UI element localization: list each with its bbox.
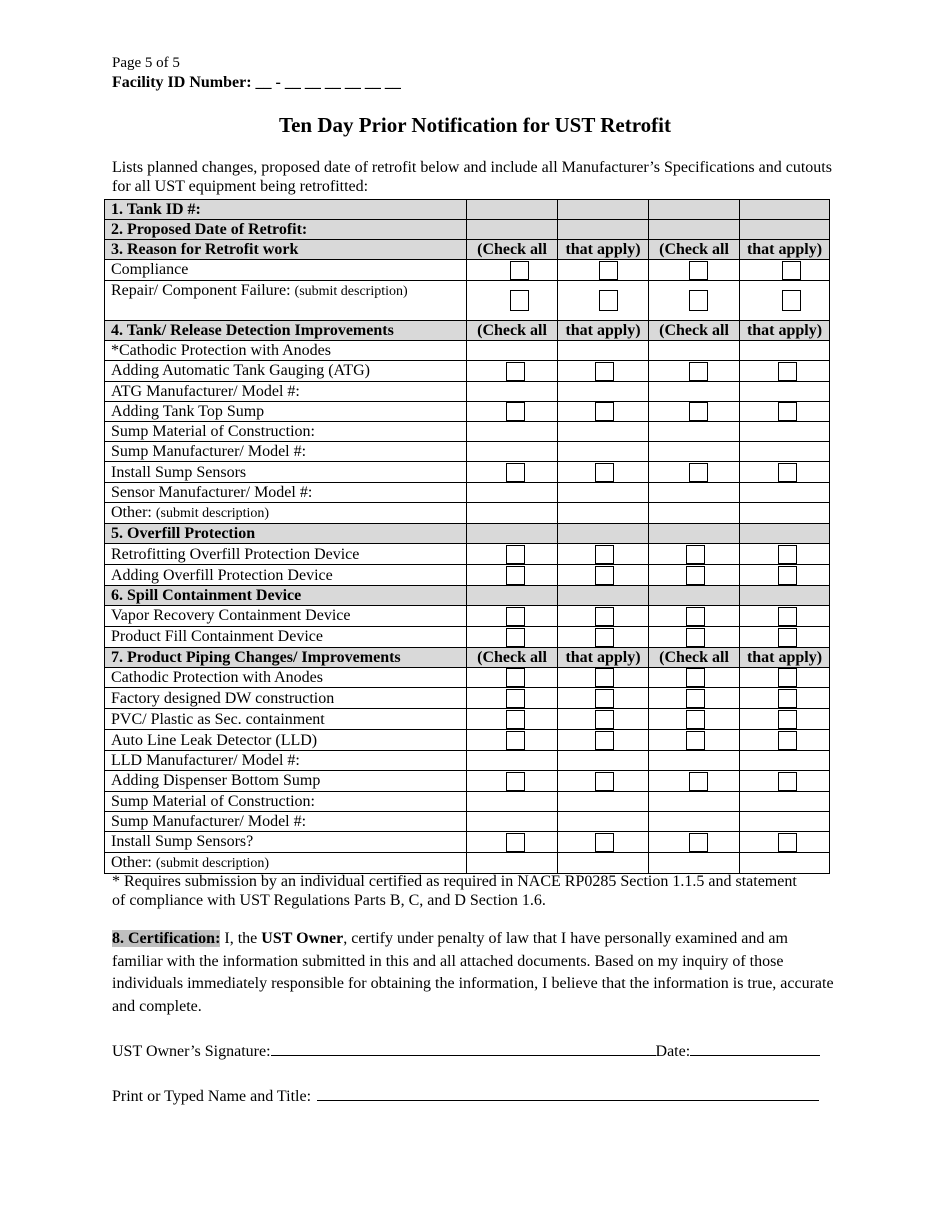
other-label: Other: (111, 504, 152, 522)
table-row (105, 709, 830, 730)
check-all-caption: (Check all (467, 647, 558, 667)
table-row (105, 667, 830, 688)
check-all-caption: (Check all (649, 647, 740, 667)
tank-id-cell[interactable] (467, 200, 558, 220)
checkbox[interactable] (599, 261, 618, 280)
section-header-row (105, 320, 830, 340)
checkbox[interactable] (595, 545, 614, 564)
checkbox[interactable] (506, 668, 525, 687)
table-row (105, 360, 830, 381)
that-apply-caption: that apply) (740, 320, 830, 340)
other-note: (submit description) (155, 855, 270, 871)
checkbox[interactable] (778, 566, 797, 585)
table-row (105, 200, 830, 220)
page-title: Ten Day Prior Notification for UST Retrofit (279, 113, 671, 137)
tank-id-cell[interactable] (649, 200, 740, 220)
checkbox[interactable] (506, 545, 525, 564)
checkbox[interactable] (778, 362, 797, 381)
table-row (105, 730, 830, 751)
name-title-field[interactable] (317, 1085, 819, 1101)
checkbox[interactable] (689, 402, 708, 421)
table-row (105, 811, 830, 831)
table-row (105, 565, 830, 586)
that-apply-caption: that apply) (558, 647, 649, 667)
row-label: Install Sump Sensors? (105, 831, 467, 852)
section-3-title: 3. Reason for Retrofit work (105, 240, 467, 260)
section-5-title: 5. Overfill Protection (105, 524, 467, 544)
other-note: (submit description) (155, 506, 270, 522)
footnote: * Requires submission by an individual certified as required in NACE RP0285 Section 1.1.5 and statement of compliance with UST Regulations Parts B, C, and D Section 1.6. (112, 873, 797, 909)
table-row (105, 791, 830, 811)
table-row (105, 401, 830, 422)
table-row (105, 750, 830, 770)
checkbox[interactable] (778, 689, 797, 708)
checkbox[interactable] (595, 628, 614, 647)
row-label: Cathodic Protection with Anodes (105, 667, 467, 688)
checkbox[interactable] (782, 261, 801, 280)
checkbox[interactable] (778, 402, 797, 421)
checkbox[interactable] (595, 833, 614, 852)
checkbox[interactable] (599, 290, 618, 311)
checkbox[interactable] (506, 463, 525, 482)
checkbox[interactable] (506, 362, 525, 381)
table-row (105, 831, 830, 852)
table-row (105, 544, 830, 565)
checkbox[interactable] (689, 261, 708, 280)
name-title-label: Print or Typed Name and Title: (112, 1088, 312, 1105)
section-7-title: 7. Product Piping Changes/ Improvements (105, 647, 467, 667)
row-label: LLD Manufacturer/ Model #: (105, 750, 467, 770)
page-number: Page 5 of 5 (112, 55, 180, 71)
checkbox[interactable] (686, 566, 705, 585)
checkbox[interactable] (506, 772, 525, 791)
checkbox[interactable] (778, 772, 797, 791)
date-field[interactable] (690, 1040, 820, 1056)
section-4-title: 4. Tank/ Release Detection Improvements (105, 320, 467, 340)
checkbox[interactable] (595, 607, 614, 626)
table-row (105, 280, 830, 320)
checkbox[interactable] (689, 463, 708, 482)
checkbox[interactable] (595, 772, 614, 791)
checkbox[interactable] (506, 731, 525, 750)
table-row (105, 442, 830, 462)
certification-label: 8. Certification: (112, 930, 221, 947)
date-cell[interactable] (558, 220, 649, 240)
row-label: Sump Material of Construction: (105, 422, 467, 442)
that-apply-caption: that apply) (740, 647, 830, 667)
signature-line (112, 1040, 840, 1061)
retrofit-table (104, 199, 830, 874)
checkbox[interactable] (506, 566, 525, 585)
check-all-caption: (Check all (467, 320, 558, 340)
checkbox[interactable] (506, 710, 525, 729)
checkbox[interactable] (778, 607, 797, 626)
checkbox[interactable] (686, 628, 705, 647)
row-label: Compliance (105, 260, 467, 281)
section-header-row (105, 524, 830, 544)
checkbox[interactable] (506, 833, 525, 852)
row-label: Retrofitting Overfill Protection Device (105, 544, 467, 565)
checkbox[interactable] (686, 689, 705, 708)
row-label: Adding Automatic Tank Gauging (ATG) (105, 360, 467, 381)
row-label: Sump Manufacturer/ Model #: (105, 811, 467, 831)
checkbox[interactable] (778, 668, 797, 687)
table-row (105, 381, 830, 401)
date-cell[interactable] (740, 220, 830, 240)
checkbox[interactable] (686, 545, 705, 564)
checkbox[interactable] (595, 668, 614, 687)
checkbox[interactable] (595, 402, 614, 421)
row-label (105, 852, 467, 873)
checkbox[interactable] (595, 362, 614, 381)
row-label (105, 503, 467, 524)
repair-label: Repair/ Component Failure: (111, 281, 291, 299)
proposed-date-label: 2. Proposed Date of Retrofit: (105, 220, 467, 240)
checkbox[interactable] (595, 689, 614, 708)
checkbox[interactable] (506, 689, 525, 708)
checkbox[interactable] (595, 566, 614, 585)
other-label: Other: (111, 853, 152, 871)
checkbox[interactable] (506, 402, 525, 421)
table-row (105, 483, 830, 503)
table-row (105, 688, 830, 709)
checkbox[interactable] (778, 833, 797, 852)
checkbox[interactable] (778, 628, 797, 647)
checkbox[interactable] (782, 290, 801, 311)
row-label: PVC/ Plastic as Sec. containment (105, 709, 467, 730)
checkbox[interactable] (686, 668, 705, 687)
row-label: Factory designed DW construction (105, 688, 467, 709)
checkbox[interactable] (778, 731, 797, 750)
owner-signature-label: UST Owner’s Signature: (112, 1043, 271, 1060)
checkbox[interactable] (595, 710, 614, 729)
row-label: Install Sump Sensors (105, 462, 467, 483)
checkbox[interactable] (778, 710, 797, 729)
table-row (105, 852, 830, 873)
name-title-line (112, 1085, 840, 1106)
tank-id-cell[interactable] (740, 200, 830, 220)
row-label: Product Fill Containment Device (105, 626, 467, 647)
row-label: Adding Tank Top Sump (105, 401, 467, 422)
checkbox[interactable] (686, 710, 705, 729)
table-row (105, 770, 830, 791)
checkbox[interactable] (778, 545, 797, 564)
table-row (105, 503, 830, 524)
checkbox[interactable] (506, 607, 525, 626)
repair-note: (submit description) (294, 283, 408, 299)
section-6-title: 6. Spill Containment Device (105, 585, 467, 605)
row-label: Sump Manufacturer/ Model #: (105, 442, 467, 462)
row-label: Sensor Manufacturer/ Model #: (105, 483, 467, 503)
checkbox[interactable] (595, 463, 614, 482)
row-label: Adding Dispenser Bottom Sump (105, 770, 467, 791)
facility-id-field[interactable]: Facility ID Number: __ - __ __ __ __ __ __ (112, 74, 401, 91)
certification-paragraph: 8. Certification: I, the UST Owner, certify under penalty of law that I have personally examined and am familiar with the information submitted in this and all attached documents. Based on my inquiry of those individuals immediately responsible for obtaining the information, I believe that the information is true, accurate and complete. (112, 930, 834, 1015)
ust-owner-emphasis: UST Owner (261, 930, 344, 947)
table-row (105, 462, 830, 483)
date-cell[interactable] (467, 220, 558, 240)
signature-field[interactable] (271, 1040, 656, 1056)
row-label: Sump Material of Construction: (105, 791, 467, 811)
table-row (105, 605, 830, 626)
that-apply-caption: that apply) (558, 240, 649, 260)
table-row (105, 220, 830, 240)
section-header-row (105, 585, 830, 605)
checkbox[interactable] (689, 362, 708, 381)
checkbox[interactable] (778, 463, 797, 482)
table-row (105, 260, 830, 281)
row-label: Vapor Recovery Containment Device (105, 605, 467, 626)
checkbox[interactable] (686, 731, 705, 750)
table-row (105, 340, 830, 360)
tank-id-label: 1. Tank ID #: (105, 200, 467, 220)
row-label (105, 280, 467, 320)
tank-id-cell[interactable] (558, 200, 649, 220)
date-cell[interactable] (649, 220, 740, 240)
row-label: Adding Overfill Protection Device (105, 565, 467, 586)
checkbox[interactable] (689, 290, 708, 311)
section-header-row (105, 647, 830, 667)
row-label: *Cathodic Protection with Anodes (105, 340, 467, 360)
checkbox[interactable] (686, 607, 705, 626)
intro-text: Lists planned changes, proposed date of retrofit below and include all Manufacturer’s Specifications and cutouts for all UST equipment being retrofitted: (112, 159, 832, 195)
section-header-row (105, 240, 830, 260)
check-all-caption: (Check all (467, 240, 558, 260)
table-row (105, 626, 830, 647)
date-label: Date: (655, 1043, 691, 1060)
checkbox[interactable] (689, 772, 708, 791)
checkbox[interactable] (510, 290, 529, 311)
that-apply-caption: that apply) (740, 240, 830, 260)
row-label: Auto Line Leak Detector (LLD) (105, 730, 467, 751)
table-row (105, 422, 830, 442)
checkbox[interactable] (689, 833, 708, 852)
checkbox[interactable] (595, 731, 614, 750)
check-all-caption: (Check all (649, 320, 740, 340)
checkbox[interactable] (510, 261, 529, 280)
checkbox[interactable] (506, 628, 525, 647)
check-all-caption: (Check all (649, 240, 740, 260)
that-apply-caption: that apply) (558, 320, 649, 340)
row-label: ATG Manufacturer/ Model #: (105, 381, 467, 401)
